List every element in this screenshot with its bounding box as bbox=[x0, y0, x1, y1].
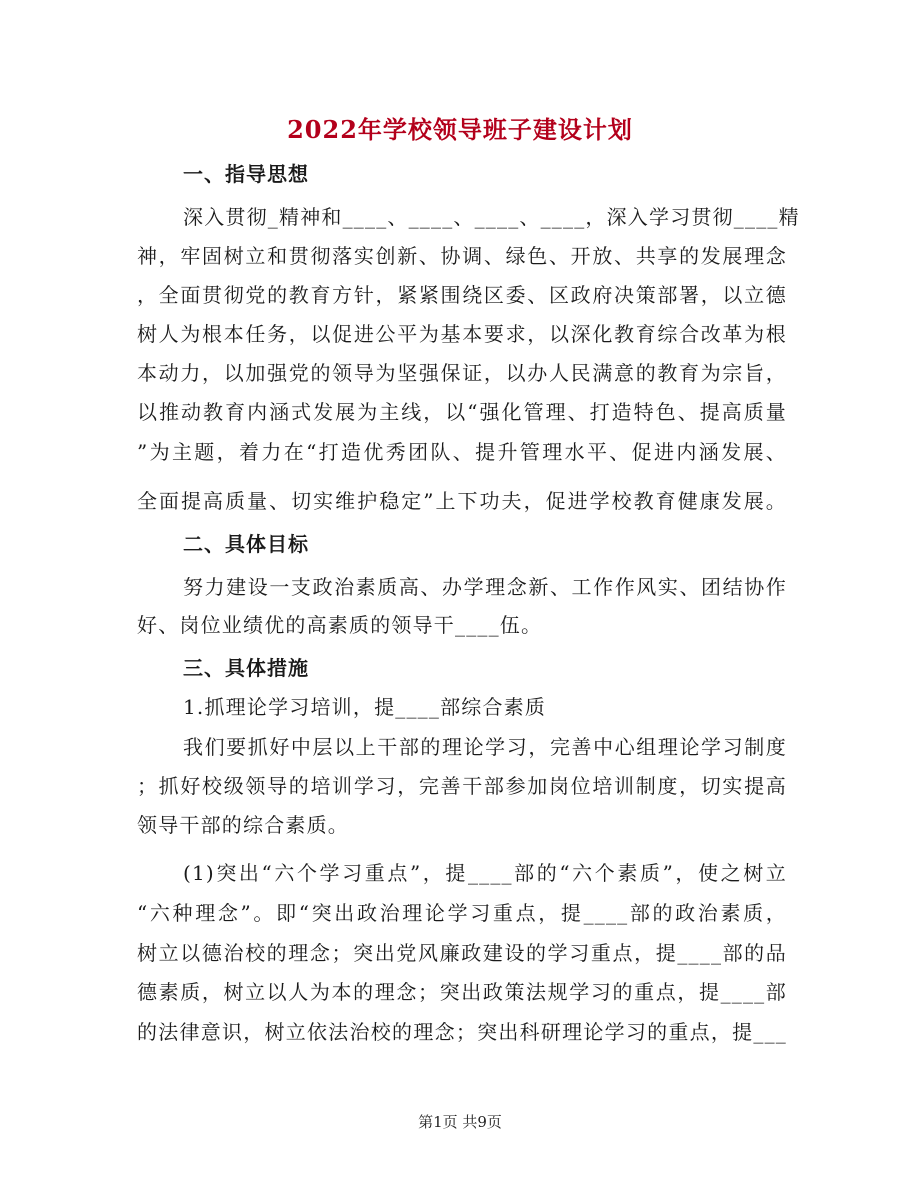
paragraph-line: 我们要抓好中层以上干部的理论学习，完善中心组理论学习制度 bbox=[183, 735, 787, 759]
section-heading-guiding-ideology: 一、指导思想 bbox=[183, 162, 309, 186]
paragraph-line: 努力建设一支政治素质高、办学理念新、工作作风实、团结协作 bbox=[183, 575, 787, 599]
paragraph-line: “六种理念”。即“突出政治理论学习重点，提____部的政治素质， bbox=[137, 901, 787, 925]
paragraph-line: 树立以德治校的理念；突出党风廉政建设的学习重点，提____部的品 bbox=[137, 941, 787, 965]
paragraph-line: 全面提高质量、切实维护稳定”上下功夫，促进学校教育健康发展。 bbox=[137, 489, 787, 513]
paragraph-line: (1)突出“六个学习重点”，提____部的“六个素质”，使之树立 bbox=[183, 861, 787, 885]
subsection-heading: 1.抓理论学习培训，提____部综合素质 bbox=[183, 695, 547, 719]
paragraph-line: ”为主题，着力在“打造优秀团队、提升管理水平、促进内涵发展、 bbox=[137, 440, 787, 464]
page-number: 第1页 共9页 bbox=[418, 1113, 502, 1131]
section-heading-specific-measures: 三、具体措施 bbox=[183, 656, 309, 680]
paragraph-line: 树人为根本任务，以促进公平为基本要求，以深化教育综合改革为根 bbox=[137, 322, 787, 346]
paragraph-line: 好、岗位业绩优的高素质的领导干____伍。 bbox=[137, 613, 543, 637]
paragraph-line: ，全面贯彻党的教育方针，紧紧围绕区委、区政府决策部署，以立德 bbox=[137, 283, 787, 307]
paragraph-line: 神，牢固树立和贯彻落实创新、协调、绿色、开放、共享的发展理念 bbox=[137, 244, 787, 268]
paragraph-line: 以推动教育内涵式发展为主线，以“强化管理、打造特色、提高质量 bbox=[137, 400, 787, 424]
paragraph-line: ；抓好校级领导的培训学习，完善干部参加岗位培训制度，切实提高 bbox=[137, 774, 787, 798]
paragraph-line: 本动力，以加强党的领导为坚强保证，以办人民满意的教育为宗旨， bbox=[137, 361, 787, 385]
paragraph-line: 德素质，树立以人为本的理念；突出政策法规学习的重点，提____部 bbox=[137, 980, 787, 1004]
paragraph-line: 领导干部的综合素质。 bbox=[137, 813, 349, 837]
document-title: 2022年学校领导班子建设计划 bbox=[287, 115, 633, 144]
paragraph-line: 深入贯彻_精神和____、____、____、____，深入学习贯彻____精 bbox=[183, 205, 800, 229]
section-heading-specific-goals: 二、具体目标 bbox=[183, 532, 309, 556]
paragraph-line: 的法律意识，树立依法治校的理念；突出科研理论学习的重点，提___ bbox=[137, 1020, 787, 1044]
